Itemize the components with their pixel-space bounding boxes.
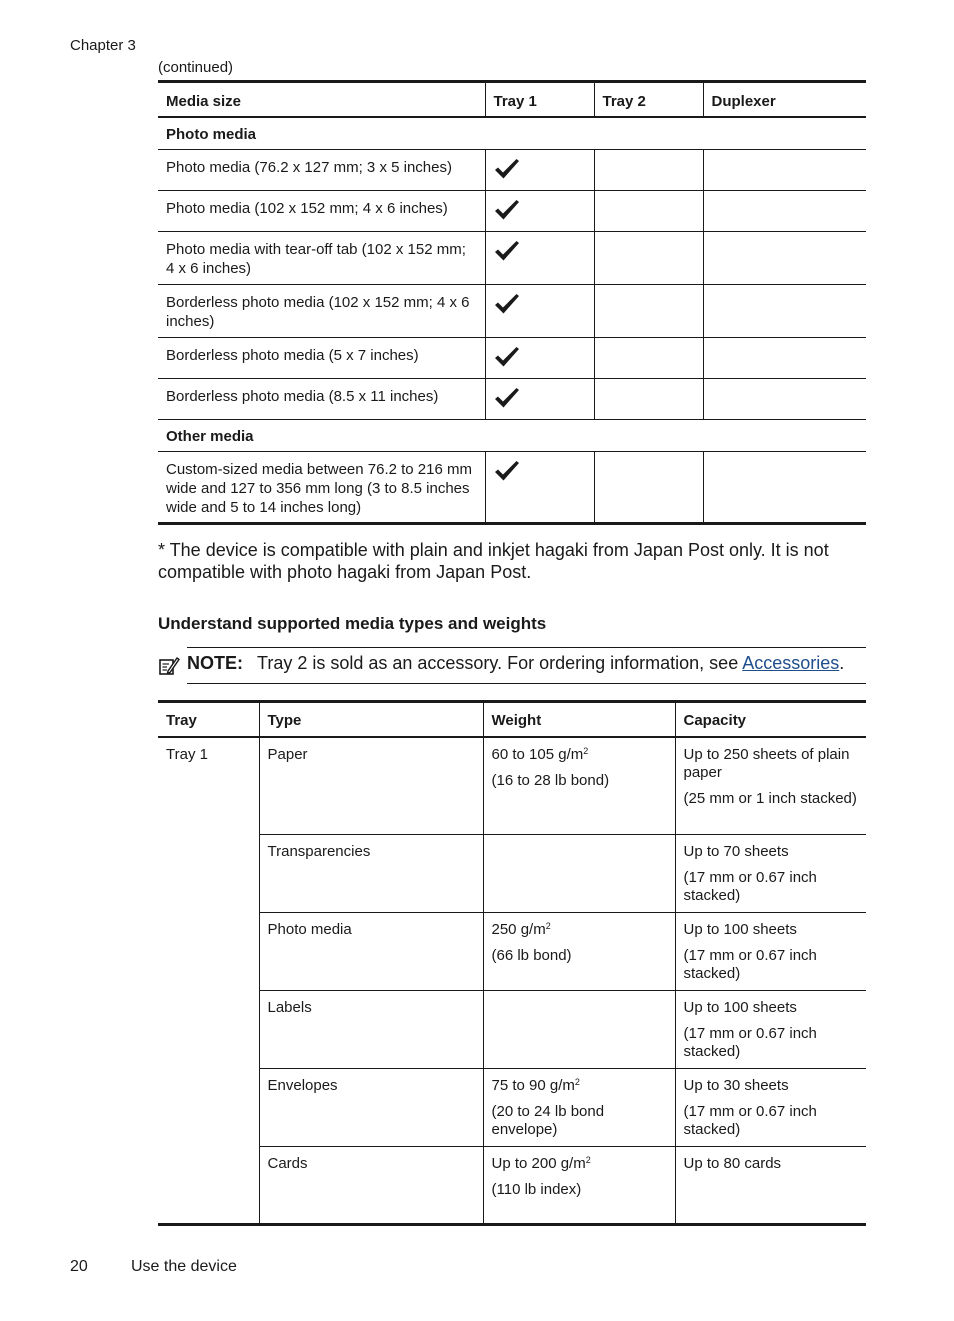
checkmark-icon [494, 387, 520, 409]
column-header: Capacity [675, 702, 866, 738]
checkmark-icon [494, 346, 520, 368]
capacity-value: Up to 80 cards [683, 1154, 782, 1172]
table-row [158, 232, 866, 285]
table-row [158, 150, 866, 191]
note-label: NOTE: [187, 653, 243, 673]
checkmark-icon [494, 240, 520, 262]
table-row [158, 912, 866, 990]
column-header: Tray 2 [594, 82, 703, 118]
capacity-cell [675, 737, 866, 834]
capacity-cell [675, 834, 866, 912]
weight-value-text: 250 g/m [491, 920, 546, 938]
tray2-cell [594, 379, 703, 420]
checkmark-icon [494, 158, 520, 180]
column-header: Weight [483, 702, 675, 738]
column-header: Type [259, 702, 483, 738]
tray2-cell [594, 452, 703, 524]
table-row [158, 452, 866, 524]
checkmark-icon [494, 460, 520, 482]
table-row [158, 1146, 866, 1224]
group-heading: Photo media [158, 117, 866, 150]
tray1-cell [485, 285, 594, 338]
weight-superscript: 2 [574, 1076, 580, 1087]
weight-superscript: 2 [583, 746, 589, 756]
weight-cell [483, 1068, 675, 1146]
note-rule-top [187, 647, 866, 648]
tray1-cell [485, 338, 594, 379]
weight-value [492, 921, 667, 939]
tray2-cell [594, 338, 703, 379]
note-end: . [839, 653, 845, 673]
weight-value [492, 746, 667, 764]
weight-value-text: 75 to 90 g/m [491, 1076, 575, 1094]
table-row [158, 737, 866, 834]
capacity-cell [675, 990, 866, 1068]
capacity-note: (17 mm or 0.67 inch stacked) [683, 1024, 817, 1060]
weight-cell [483, 1146, 675, 1224]
weight-value-text: 60 to 105 g/m [491, 746, 584, 763]
capacity-value: Up to 100 sheets [683, 920, 797, 938]
capacity-cell [675, 1068, 866, 1146]
accessories-link[interactable]: Accessories [742, 653, 840, 673]
duplexer-cell [703, 379, 866, 420]
weight-note: (16 to 28 lb bond) [491, 772, 610, 789]
checkmark-icon [494, 199, 520, 221]
continued-label: (continued) [158, 59, 234, 76]
media-size-cell: Custom-sized media between 76.2 to 216 mm wide and 127 to 356 mm long (3 to 8.5 inches wide and 5 to 14 inches long) [166, 461, 472, 516]
weight-superscript: 2 [585, 1154, 591, 1165]
duplexer-cell [703, 285, 866, 338]
tray1-cell [485, 232, 594, 285]
weight-value [492, 1155, 667, 1173]
media-size-cell: Photo media (102 x 152 mm; 4 x 6 inches) [158, 191, 485, 232]
weight-value-text: Up to 200 g/m [491, 1154, 586, 1172]
table-row [158, 990, 866, 1068]
tray-table-header [158, 702, 866, 738]
note-text-line [187, 653, 844, 674]
table-row [158, 379, 866, 420]
media-table-header [158, 82, 866, 118]
tray2-cell [594, 150, 703, 191]
type-cell: Envelopes [259, 1068, 483, 1146]
capacity-cell [675, 912, 866, 990]
duplexer-cell [703, 452, 866, 524]
tray1-cell [485, 452, 594, 524]
weight-value [492, 1077, 667, 1095]
capacity-note: (17 mm or 0.67 inch stacked) [683, 946, 817, 982]
media-size-cell: Borderless photo media (5 x 7 inches) [158, 338, 485, 379]
duplexer-cell [703, 191, 866, 232]
media-size-cell: Photo media (76.2 x 127 mm; 3 x 5 inches) [158, 150, 485, 191]
type-cell: Paper [259, 737, 483, 834]
footnote: * The device is compatible with plain and inkjet hagaki from Japan Post only. It is not compatible with photo hagaki from Japan Post. [158, 540, 829, 582]
page-number: 20 [70, 1258, 88, 1275]
duplexer-cell [703, 150, 866, 191]
column-header: Tray 1 [485, 82, 594, 118]
tray-cell: Tray 1 [166, 746, 208, 763]
media-size-cell: Borderless photo media (8.5 x 11 inches) [158, 379, 485, 420]
type-cell: Transparencies [259, 834, 483, 912]
capacity-note: (17 mm or 0.67 inch stacked) [683, 868, 817, 904]
capacity-value: Up to 70 sheets [683, 842, 789, 860]
capacity-note: (25 mm or 1 inch stacked) [683, 790, 857, 807]
group-heading: Other media [158, 420, 866, 452]
column-header: Tray [158, 702, 259, 738]
media-size-cell: Borderless photo media (102 x 152 mm; 4 x 6 inches) [158, 285, 485, 338]
type-cell: Photo media [259, 912, 483, 990]
table-row [158, 285, 866, 338]
duplexer-cell [703, 338, 866, 379]
table-row [158, 1068, 866, 1146]
media-size-cell: Photo media with tear-off tab (102 x 152 mm; 4 x 6 inches) [158, 232, 485, 285]
duplexer-cell [703, 232, 866, 285]
weight-cell [483, 737, 675, 834]
table-row [158, 191, 866, 232]
footer-section: Use the device [131, 1258, 237, 1275]
table-row [158, 834, 866, 912]
capacity-value: Up to 100 sheets [683, 998, 797, 1016]
weight-note: (110 lb index) [491, 1180, 582, 1198]
table-row [158, 338, 866, 379]
tray2-cell [594, 191, 703, 232]
capacity-value: Up to 250 sheets of plain paper [683, 746, 850, 781]
weight-cell [483, 990, 675, 1068]
type-cell: Cards [259, 1146, 483, 1224]
tray1-cell [485, 191, 594, 232]
weight-cell [483, 834, 675, 912]
column-header: Media size [158, 82, 485, 118]
weight-note: (66 lb bond) [491, 946, 572, 964]
tray2-cell [594, 232, 703, 285]
note-pencil-icon [158, 655, 180, 677]
chapter-label: Chapter 3 [70, 37, 136, 54]
tray2-cell [594, 285, 703, 338]
group-row [158, 117, 866, 150]
type-cell: Labels [259, 990, 483, 1068]
note-box [158, 647, 866, 683]
note-text: Tray 2 is sold as an accessory. For ordering information, see [257, 653, 739, 673]
weight-note: (20 to 24 lb bond envelope) [491, 1102, 605, 1138]
tray1-cell [485, 150, 594, 191]
tray-capacity-table [158, 700, 866, 1226]
weight-cell [483, 912, 675, 990]
column-header: Duplexer [703, 82, 866, 118]
tray1-cell [485, 379, 594, 420]
note-rule-bottom [187, 683, 866, 684]
weight-superscript: 2 [545, 920, 551, 931]
capacity-note: (17 mm or 0.67 inch stacked) [683, 1102, 817, 1138]
section-heading: Understand supported media types and weights [158, 614, 547, 633]
capacity-value: Up to 30 sheets [683, 1076, 789, 1094]
capacity-cell [675, 1146, 866, 1224]
media-size-table [158, 80, 866, 525]
checkmark-icon [494, 293, 520, 315]
group-row [158, 420, 866, 452]
